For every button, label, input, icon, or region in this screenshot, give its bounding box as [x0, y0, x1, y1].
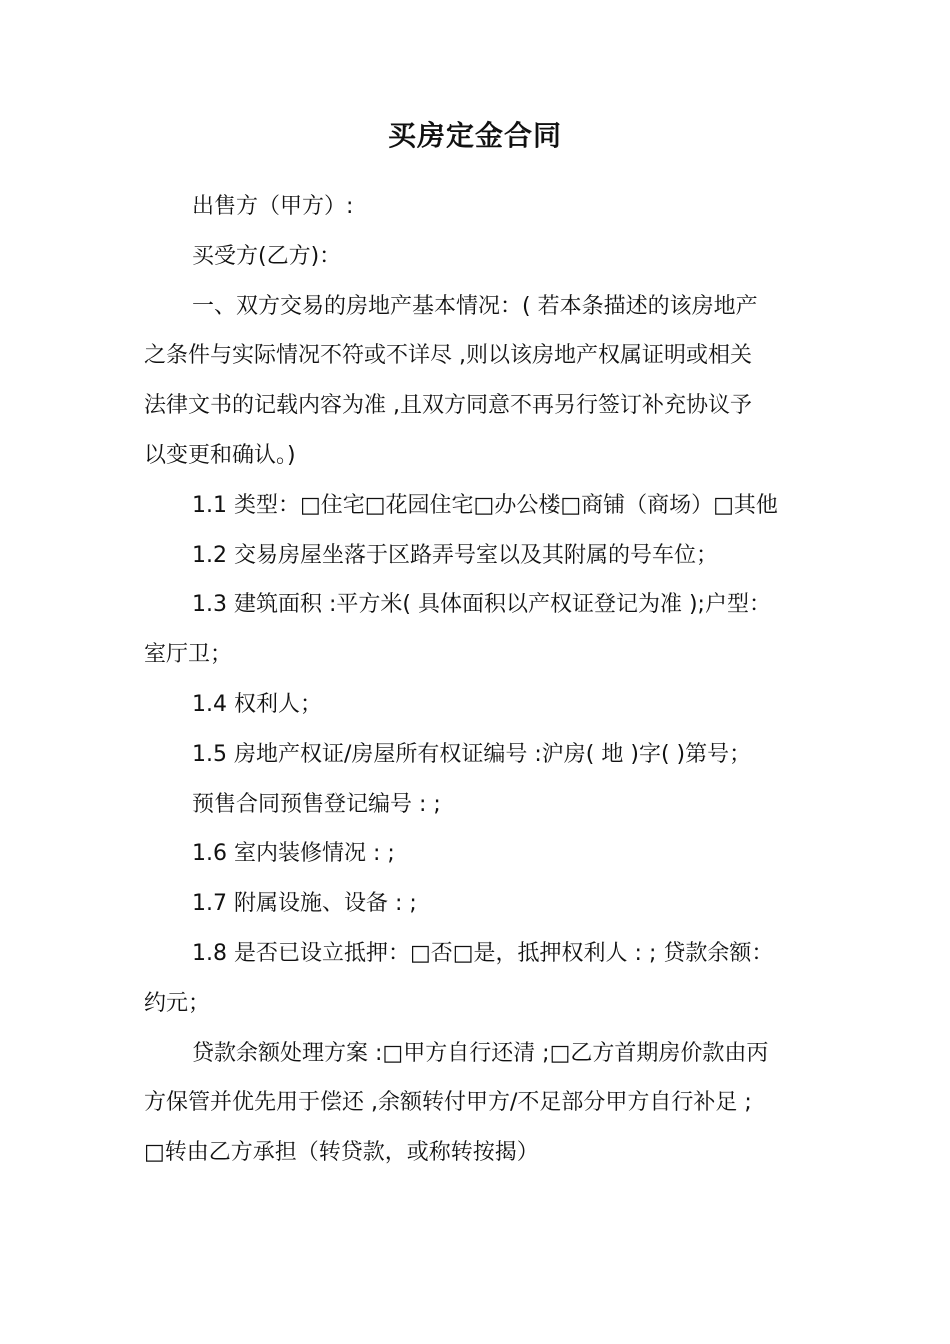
clause-1-6: 1.6 室内装修情况 : ; [192, 841, 395, 867]
clause-1-3-line-2: 室厅卫； [144, 642, 233, 668]
section-1-heading-line-1: 一、双方交易的房地产基本情况：( 若本条描述的该房地产 [192, 293, 758, 319]
seller-line: 出售方（甲方）: [192, 194, 354, 219]
presale-registration-line: 预售合同预售登记编号 : ; [192, 791, 441, 817]
section-1-heading-line-2: 之条件与实际情况不符或不详尽 ,则以该房地产权属证明或相关 [144, 343, 752, 369]
loan-plan-line-3: □转由乙方承担（转贷款，或称转按揭） [144, 1140, 539, 1166]
loan-plan-line-2: 方保管并优先用于偿还 ,余额转付甲方/不足部分甲方自行补足 ; [144, 1090, 752, 1116]
clause-1-7: 1.7 附属设施、设备 : ; [192, 891, 417, 917]
buyer-line: 买受方(乙方)： [192, 243, 342, 269]
clause-1-2: 1.2 交易房屋坐落于区路弄号室以及其附属的号车位； [192, 542, 718, 568]
clause-1-8-line-1: 1.8 是否已设立抵押：□否□是，抵押权利人 : ; 贷款余额： [192, 940, 774, 966]
clause-1-8-line-2: 约元； [144, 990, 211, 1016]
document-title: 买房定金合同 [387, 119, 562, 152]
section-1-heading-line-3: 法律文书的记载内容为准 ,且双方同意不再另行签订补充协议予 [144, 393, 752, 419]
clause-1-3-line-1: 1.3 建筑面积 :平方米( 具体面积以产权证登记为准 );户型： [192, 592, 771, 618]
clause-1-4: 1.4 权利人； [192, 691, 322, 717]
loan-plan-line-1: 贷款余额处理方案 :□甲方自行还清 ;□乙方首期房价款由丙 [192, 1040, 769, 1066]
document-body [144, 182, 814, 1178]
section-1-heading-line-4: 以变更和确认。) [144, 442, 296, 468]
clause-1-1: 1.1 类型：□住宅□花园住宅□办公楼□商铺（商场）□其他 [192, 492, 778, 518]
clause-1-5: 1.5 房地产权证/房屋所有权证编号 :沪房( 地 )字( )第号； [192, 741, 752, 767]
